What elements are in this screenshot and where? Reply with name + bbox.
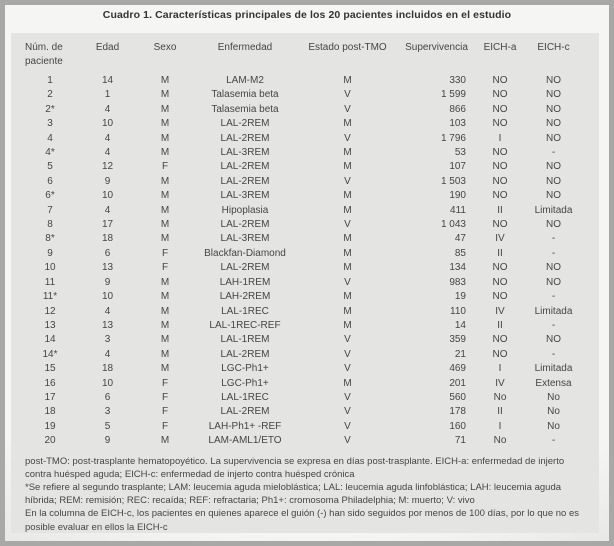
table-row [25,160,585,174]
table-cell: 1 796 [440,132,466,144]
table-cell: No [493,435,507,447]
table-cell: 11 [44,276,56,288]
table-cell: M [343,377,352,389]
table-cell: LAL-1REC [221,391,269,403]
table-row [25,218,585,232]
table-cell: NO [492,89,508,101]
table-cell: - [551,147,556,159]
table-row [25,189,585,203]
table-cell: NO [492,348,508,360]
column-header: Supervivencia [405,42,468,53]
table-cell: LAL-2REM [220,175,270,187]
table-row [25,146,585,160]
table-cell: M [160,233,170,245]
table-cell: 5 [47,161,53,173]
table-cell: Blackfan-Diamond [204,247,286,259]
table-cell: M [160,276,170,288]
table-cell: LAL-1REC [221,305,269,317]
table-cell: 4* [45,147,55,159]
table-cell: 134 [449,262,466,274]
table-cell: 5 [104,420,111,432]
table-row [25,391,585,405]
table-cell: NO [492,334,508,346]
table-cell: V [344,276,351,288]
table-cell: 9 [104,175,111,187]
column-header: Estado post-TMO [308,42,387,53]
table-cell: F [161,247,169,259]
table-cell: 20 [44,435,56,447]
table-row [25,103,585,117]
table-cell: V [344,89,351,101]
table-cell: NO [492,262,508,274]
table-cell: 8* [45,233,55,245]
table-cell: 10 [101,118,114,130]
table-cell: NO [492,190,508,202]
table-cell: 1 599 [440,89,466,101]
table-cell: M [160,319,170,331]
table-cell: M [343,147,352,159]
table-cell: Limitada [534,305,573,317]
table-cell: M [160,75,170,86]
table-cell: M [160,103,170,115]
table-cell: 15 [44,363,56,375]
table-cell: 3 [47,118,53,130]
table-cell: NO [546,89,561,101]
table-cell: NO [546,75,561,86]
table-cell: M [343,305,352,317]
table-cell: 19 [454,291,466,303]
table-cell: 160 [449,420,466,432]
table-row [25,377,585,391]
table-cell: 16 [44,377,56,389]
table-cell: NO [492,175,508,187]
table-cell: 178 [449,406,466,418]
table-cell: 110 [450,305,466,317]
table-row [25,305,585,319]
table-cell: 983 [449,276,466,288]
table-cell: 10 [44,262,56,274]
table-cell: LAL-1REM [220,334,270,346]
table-cell: 6 [104,391,111,403]
table-cell: M [160,219,170,231]
table-cell: F [161,391,169,403]
table-cell: 1 043 [440,219,466,231]
table-row [25,348,585,362]
table-cell: NO [546,118,561,130]
table-cell: NO [492,147,508,159]
table-cell: V [344,219,351,231]
table-cell: IV [495,233,505,245]
table-row [25,333,585,347]
table-cell: M [160,363,170,375]
table-cell: LAL-3REM [220,233,270,245]
table-cell: II [497,204,503,216]
table-cell: M [160,132,170,144]
table-cell: NO [546,190,561,202]
table-cell: Limitada [534,363,573,375]
table-cell: I [498,132,502,144]
table-row [25,276,585,290]
table-cell: LGC-Ph1+ [221,363,269,375]
table-cell: 9 [47,247,53,259]
table-cell: NO [546,175,561,187]
table-cell: 330 [449,75,466,86]
table-cell: F [161,262,169,274]
table-cell: IV [495,305,505,317]
table-cell: 10 [101,377,114,389]
table-cell: NO [546,276,561,288]
column-header: Núm. de paciente [25,42,63,67]
table-cell: 47 [454,233,466,245]
table-cell: M [160,118,170,130]
table-cell: 1 [104,89,111,101]
table-cell: NO [546,219,561,231]
table-cell: LAL-2REM [220,219,270,231]
table-cell: 3 [104,334,111,346]
table-cell: LAL-3REM [220,147,270,159]
table-cell: M [343,262,352,274]
table-cell: Extensa [535,377,572,389]
table-cell: 560 [449,391,466,403]
table-cell: NO [492,219,508,231]
table-cell: LAH-1REM [219,276,271,288]
table-row [25,290,585,304]
table-cell: II [497,247,503,259]
table-cell: M [160,305,170,317]
table-cell: Hipoplasia [221,204,269,216]
table-title: Cuadro 1. Características principales de los 20 pacientes incluidos en el estudio [102,9,512,21]
table-cell: 4 [104,348,111,360]
table-cell: 14* [42,348,58,360]
table-cell: 19 [44,420,56,432]
table-cell: 6 [104,247,111,259]
table-row [25,405,585,419]
table-cell: NO [492,291,508,303]
table-cell: V [344,175,351,187]
table-cell: NO [492,75,508,86]
table-cell: 17 [101,219,114,231]
table-row [25,88,585,102]
table-cell: 3 [104,406,111,418]
table-row [25,117,585,131]
table-cell: - [551,435,556,447]
table-cell: 4 [104,305,111,317]
table-cell: I [498,420,502,432]
table-row [25,247,585,261]
table-cell: 103 [449,118,466,130]
table-cell: 1 [47,75,53,86]
table-cell: LAH-Ph1+ -REF [208,420,282,432]
table-cell: M [160,291,170,303]
table-cell: 13 [101,319,114,331]
table-cell: No [547,420,560,432]
table-cell: 17 [44,391,56,403]
table-cell: 14 [101,75,114,86]
table-cell: M [343,247,352,259]
table-cell: LGC-Ph1+ [221,377,269,389]
table-cell: M [160,147,170,159]
column-header: Edad [95,42,120,53]
table-cell: 21 [454,348,466,360]
table-cell: 18 [44,406,56,418]
table-cell: LAH-2REM [219,291,271,303]
header-row [25,39,585,74]
table-row [25,362,585,376]
table-cell: NO [492,276,508,288]
table-cell: M [160,175,170,187]
table-cell: 411 [450,204,466,216]
table-cell: 53 [454,147,466,159]
table-cell: 866 [449,103,466,115]
table-cell: 4 [104,147,111,159]
table-cell: 201 [449,377,466,389]
table-cell: V [344,103,351,115]
table-cell: M [343,161,352,173]
table-row [25,319,585,333]
table-cell: 4 [104,204,111,216]
table-cell: - [551,233,556,245]
table-cell: LAL-2REM [220,161,270,173]
table-cell: V [344,132,351,144]
table-cell: I [498,363,502,375]
table-cell: 18 [101,363,114,375]
table-cell: LAL-3REM [220,190,270,202]
table-cell: M [343,233,352,245]
table-cell: M [343,204,352,216]
table-cell: II [497,406,503,418]
table-cell: NO [546,161,561,173]
table-cell: Talasemia beta [211,89,279,101]
table-cell: 7 [47,204,53,216]
table-cell: 6 [47,175,53,187]
table-cell: 12 [101,161,114,173]
table-panel [11,33,599,533]
table-cell: 4 [104,103,111,115]
table-cell: No [493,391,507,403]
table-cell: LAL-2REM [220,262,270,274]
table-cell: LAL-1REC-REF [209,319,281,331]
table-row [25,434,585,448]
table-row [25,204,585,218]
table-cell: 1 503 [440,175,466,187]
table-cell: LAL-2REM [220,132,270,144]
footnote: En la columna de EICH-c, los pacientes en quienes aparece el guión (-) han sido seguidos por menos de 100 días, por lo que no es posible evaluar en ellos la EICH-c [25,508,579,533]
table-cell: M [160,190,170,202]
footnote: post-TMO: post-trasplante hematopoyético. La supervivencia se expresa en días post-trasplante. EICH-a: enfermedad de injerto contra huésped aguda; EICH-c: enfermedad de injerto contra huésped crónica [25,455,565,480]
table-cell: NO [492,118,508,130]
table-cell: 9 [104,276,111,288]
table-cell: V [344,391,351,403]
table-cell: M [343,319,352,331]
table-cell: LAL-2REM [220,406,270,418]
table-cell: LAL-2REM [220,348,270,360]
table-cell: M [160,89,170,101]
table-cell: 9 [104,435,111,447]
table-cell: V [344,334,351,346]
table-cell: F [161,377,169,389]
table-cell: NO [546,132,561,144]
table-cell: 71 [454,435,466,447]
table-cell: NO [546,262,561,274]
table-row [25,261,585,275]
table-cell: M [160,348,170,360]
table-row [25,132,585,146]
table-cell: NO [492,161,508,173]
table-cell: 107 [449,161,466,173]
column-header: Sexo [153,42,177,53]
table-cell: M [343,118,352,130]
footnotes [25,455,585,533]
table-cell: 10 [101,190,114,202]
table-cell: Talasemia beta [211,103,279,115]
table-cell: 18 [101,233,114,245]
table-body [25,74,585,449]
table-cell: V [344,420,351,432]
table-cell: 13 [44,319,56,331]
table-cell: No [547,406,560,418]
table-row [25,232,585,246]
table-cell: V [344,348,351,360]
table-cell: 190 [449,190,466,202]
table-cell: LAL-2REM [220,118,270,130]
table-cell: M [343,75,352,86]
table-cell: 14 [44,334,56,346]
table-cell: 359 [449,334,466,346]
column-header: EICH-a [483,42,517,53]
table-cell: - [551,247,556,259]
table-cell: 85 [454,247,466,259]
table-cell: V [344,406,351,418]
table-cell: 13 [101,262,114,274]
table-cell: 8 [47,219,53,231]
table-cell: LAM-M2 [226,75,264,86]
table-cell: 6* [45,190,55,202]
table-cell: F [161,161,169,173]
table-cell: - [551,291,556,303]
table-cell: 12 [44,305,56,317]
patients-table [25,39,585,449]
table-cell: NO [546,103,561,115]
table-cell: 10 [101,291,114,303]
table-cell: M [160,204,170,216]
table-cell: LAM-AML1/ETO [208,435,282,447]
table-cell: M [160,435,170,447]
table-row [25,74,585,88]
table-cell: 11* [42,291,58,303]
table-cell: V [344,435,351,447]
table-row [25,175,585,189]
table-cell: 4 [104,132,111,144]
table-cell: - [551,348,556,360]
table-cell: V [344,363,351,375]
table-cell: No [547,391,560,403]
table-cell: IV [495,377,505,389]
footnote: *Se refiere al segundo trasplante; LAM: leucemia aguda mieloblástica; LAL: leucemia aguda linfoblástica; LAH: leucemia aguda híbrida; REM: remisión; REC: recaída; REF: refractaria; Ph1+: cromosoma Philadelphia; M: muerto; V: vivo [25,481,562,507]
table-cell: 2 [47,89,53,101]
table-cell: - [551,319,556,331]
table-row [25,420,585,434]
table-cell: 2* [45,103,55,115]
table-cell: M [343,190,352,202]
table-cell: F [161,406,169,418]
table-cell: 469 [449,363,466,375]
column-header: Enfermedad [217,42,273,53]
column-header: EICH-c [537,42,570,53]
table-cell: NO [492,103,508,115]
table-cell: F [161,420,169,432]
table-cell: 4 [47,132,53,144]
table-cell: 14 [454,319,466,331]
table-cell: M [343,291,352,303]
table-cell: Limitada [534,204,573,216]
table-cell: M [160,334,170,346]
table-cell: NO [546,334,561,346]
table-cell: II [497,319,503,331]
